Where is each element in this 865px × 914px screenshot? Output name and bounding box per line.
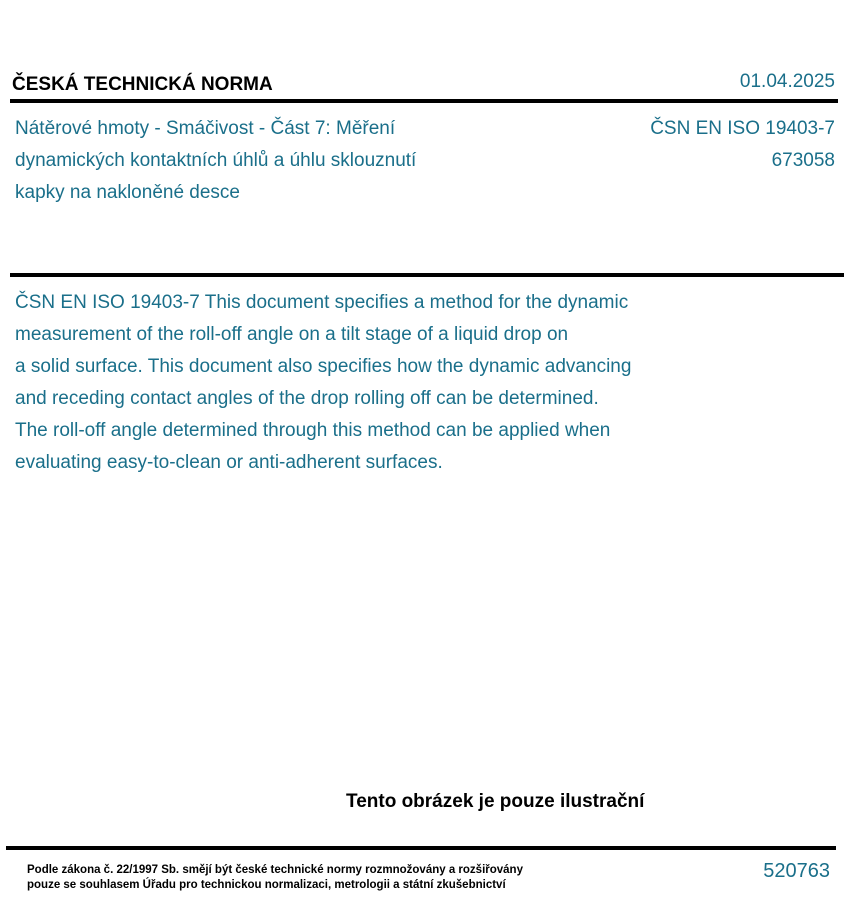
illustration-note: Tento obrázek je pouze ilustrační (346, 791, 645, 812)
footer-divider (6, 846, 836, 850)
abstract-line: and receding contact angles of the drop rolling off can be determined. (15, 388, 599, 409)
abstract-line: The roll-off angle determined through this method can be applied when (15, 420, 611, 441)
standard-title-line: Nátěrové hmoty - Smáčivost - Část 7: Měření (15, 118, 396, 139)
publication-date: 01.04.2025 (739, 71, 835, 92)
standard-title (15, 113, 535, 209)
legal-notice-line: pouze se souhlasem Úřadu pro technickou normalizaci, metrologii a státní zkušebnictví (27, 879, 506, 891)
class-number: 673058 (771, 150, 835, 171)
legal-notice (27, 863, 523, 893)
standard-code: ČSN EN ISO 19403-7 (650, 118, 835, 139)
abstract-line: measurement of the roll-off angle on a tilt stage of a liquid drop on (15, 324, 569, 345)
standard-title-line: kapky na nakloněné desce (15, 182, 240, 203)
abstract-text (15, 287, 775, 479)
standard-title-line: dynamických kontaktních úhlů a úhlu sklouznutí (15, 150, 417, 171)
abstract-line: evaluating easy-to-clean or anti-adherent surfaces. (15, 452, 443, 473)
legal-notice-line: Podle zákona č. 22/1997 Sb. smějí být české technické normy rozmnožovány a rozšiřovány (27, 864, 523, 876)
abstract-line: a solid surface. This document also specifies how the dynamic advancing (15, 356, 632, 377)
section-divider (10, 273, 844, 277)
document-id: 520763 (763, 860, 830, 882)
standard-codes (650, 113, 835, 177)
abstract-line: ČSN EN ISO 19403-7 This document specifies a method for the dynamic (15, 292, 629, 313)
header-divider (10, 99, 838, 103)
document-type-heading: ČESKÁ TECHNICKÁ NORMA (12, 74, 273, 95)
